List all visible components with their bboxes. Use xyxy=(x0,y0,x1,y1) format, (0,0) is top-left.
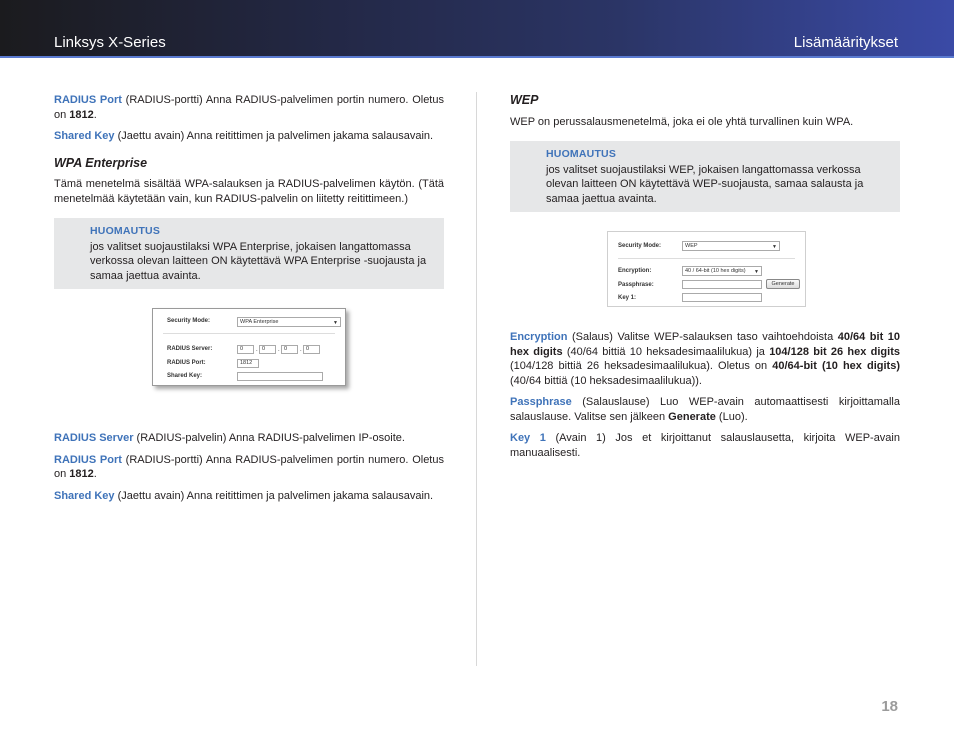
wep-screenshot xyxy=(607,231,806,307)
radius-server-label: RADIUS Server: xyxy=(167,346,213,352)
radius-port-label: RADIUS Port: xyxy=(167,360,206,366)
key1-label: Key 1: xyxy=(618,295,637,301)
radius-server-term: RADIUS Server xyxy=(54,432,134,444)
radius-port-input[interactable]: 1812 xyxy=(237,359,259,368)
column-divider xyxy=(476,92,477,666)
ip-octet-3[interactable]: 0 xyxy=(281,345,298,354)
header-product-title: Linksys X-Series xyxy=(54,34,166,51)
shared-key-term-2: Shared Key xyxy=(54,489,115,502)
key1-term: Key 1 xyxy=(510,432,546,444)
security-mode-label: Security Mode: xyxy=(618,243,662,249)
key1-input[interactable] xyxy=(682,293,762,302)
shared-key-paragraph-2: Shared Key (Jaettu avain) Anna reitittimen ja palvelimen jakama salausavain. xyxy=(54,489,434,502)
shared-key-term: Shared Key xyxy=(54,130,115,142)
wpa-note-box xyxy=(54,218,444,289)
radius-port-default-2: 1812 xyxy=(69,468,94,480)
dropdown-arrow-icon: ▼ xyxy=(333,320,338,326)
radius-port-term-2: RADIUS Port xyxy=(54,453,122,466)
page-header xyxy=(0,0,954,58)
radius-port-paragraph-2: RADIUS Port (RADIUS-portti) Anna RADIUS-palvelimen portin numero. Oletus on 1812. xyxy=(54,453,444,480)
wpa-enterprise-heading: WPA Enterprise xyxy=(54,155,148,170)
encryption-paragraph: Encryption (Salaus) Valitse WEP-salauksen taso vaihtoehdoista 40/64 bit 10 hex digits (40/64 bittiä 10 heksadesimaalilukua) ja 104/128 bit 26 hex digits (104/128 bittiä 26 heksadesimaalilukua). Oletus on 40/64-bit (10 hex digits) (40/64 bittiä (10 heksadesimaalilukua)). xyxy=(510,331,900,387)
encryption-label: Encryption: xyxy=(618,268,652,274)
passphrase-label: Passphrase: xyxy=(618,282,654,288)
wpa-enterprise-screenshot: Security Mode: WPA Enterprise ▼ RADIUS Server: 0 . 0 . 0 . 0 RADIUS Port: 1812 Shared Key: xyxy=(152,308,346,386)
radius-port-paragraph: RADIUS Port (RADIUS-portti) Anna RADIUS-palvelimen portin numero. Oletus on 1812. xyxy=(54,94,444,121)
note-title: HUOMAUTUS xyxy=(546,148,617,160)
ip-octet-4[interactable]: 0 xyxy=(303,345,320,354)
security-mode-select[interactable]: WPA Enterprise ▼ xyxy=(237,317,341,327)
dropdown-arrow-icon: ▼ xyxy=(754,269,759,275)
left-column xyxy=(54,93,444,510)
shared-key-input[interactable] xyxy=(237,372,323,381)
dropdown-arrow-icon: ▼ xyxy=(772,244,777,250)
security-mode-label: Security Mode: xyxy=(167,318,211,324)
radius-server-paragraph: RADIUS Server (RADIUS-palvelin) Anna RADIUS-palvelimen IP-osoite. xyxy=(54,432,405,444)
encryption-select[interactable]: 40 / 64-bit (10 hex digits) ▼ xyxy=(682,266,762,276)
encryption-term: Encryption xyxy=(510,331,568,343)
wpa-enterprise-intro: Tämä menetelmä sisältää WPA-salauksen ja RADIUS-palvelimen käytön. (Tätä menetelmää käytetään vain, kun RADIUS-palvelin on liitetty reitittimeen.) xyxy=(54,178,444,205)
passphrase-term: Passphrase xyxy=(510,396,572,408)
security-mode-select[interactable]: WEP ▼ xyxy=(682,241,780,251)
passphrase-paragraph: Passphrase (Salauslause) Luo WEP-avain automaattisesti kirjoittamalla salauslause. Valitse sen jälkeen Generate (Luo). xyxy=(510,396,900,423)
shared-key-paragraph: Shared Key (Jaettu avain) Anna reitittimen ja palvelimen jakama salausavain. xyxy=(54,130,434,142)
wep-intro: WEP on perussalausmenetelmä, joka ei ole yhtä turvallinen kuin WPA. xyxy=(510,115,854,128)
note-text: jos valitset suojaustilaksi WEP, jokaisen langattomassa verkossa olevan laitteen ON käytettävä WEP-suojausta, samaa salausta ja samaa jaettua avainta. xyxy=(546,163,864,205)
wep-heading: WEP xyxy=(510,93,539,107)
note-text: jos valitset suojaustilaksi WPA Enterprise, jokaisen langattomassa verkossa olevan laitteen ON käytettävä WPA Enterprise -suojausta ja samaa jaettua avainta. xyxy=(90,240,427,282)
header-section-title: Lisämääritykset xyxy=(793,34,898,51)
page-number: 18 xyxy=(881,698,898,715)
shared-key-label: Shared Key: xyxy=(167,373,203,379)
generate-button[interactable]: Generate xyxy=(766,279,800,289)
passphrase-input[interactable] xyxy=(682,280,762,289)
ip-octet-1[interactable]: 0 xyxy=(237,345,254,354)
wep-note-box xyxy=(510,141,900,212)
ip-octet-2[interactable]: 0 xyxy=(259,345,276,354)
note-title: HUOMAUTUS xyxy=(90,225,161,237)
key1-paragraph: Key 1 (Avain 1) Jos et kirjoittanut salauslausetta, kirjoita WEP-avain manuaalisesti. xyxy=(510,432,900,459)
radius-port-term: RADIUS Port xyxy=(54,94,122,106)
radius-port-default: 1812 xyxy=(69,108,94,121)
